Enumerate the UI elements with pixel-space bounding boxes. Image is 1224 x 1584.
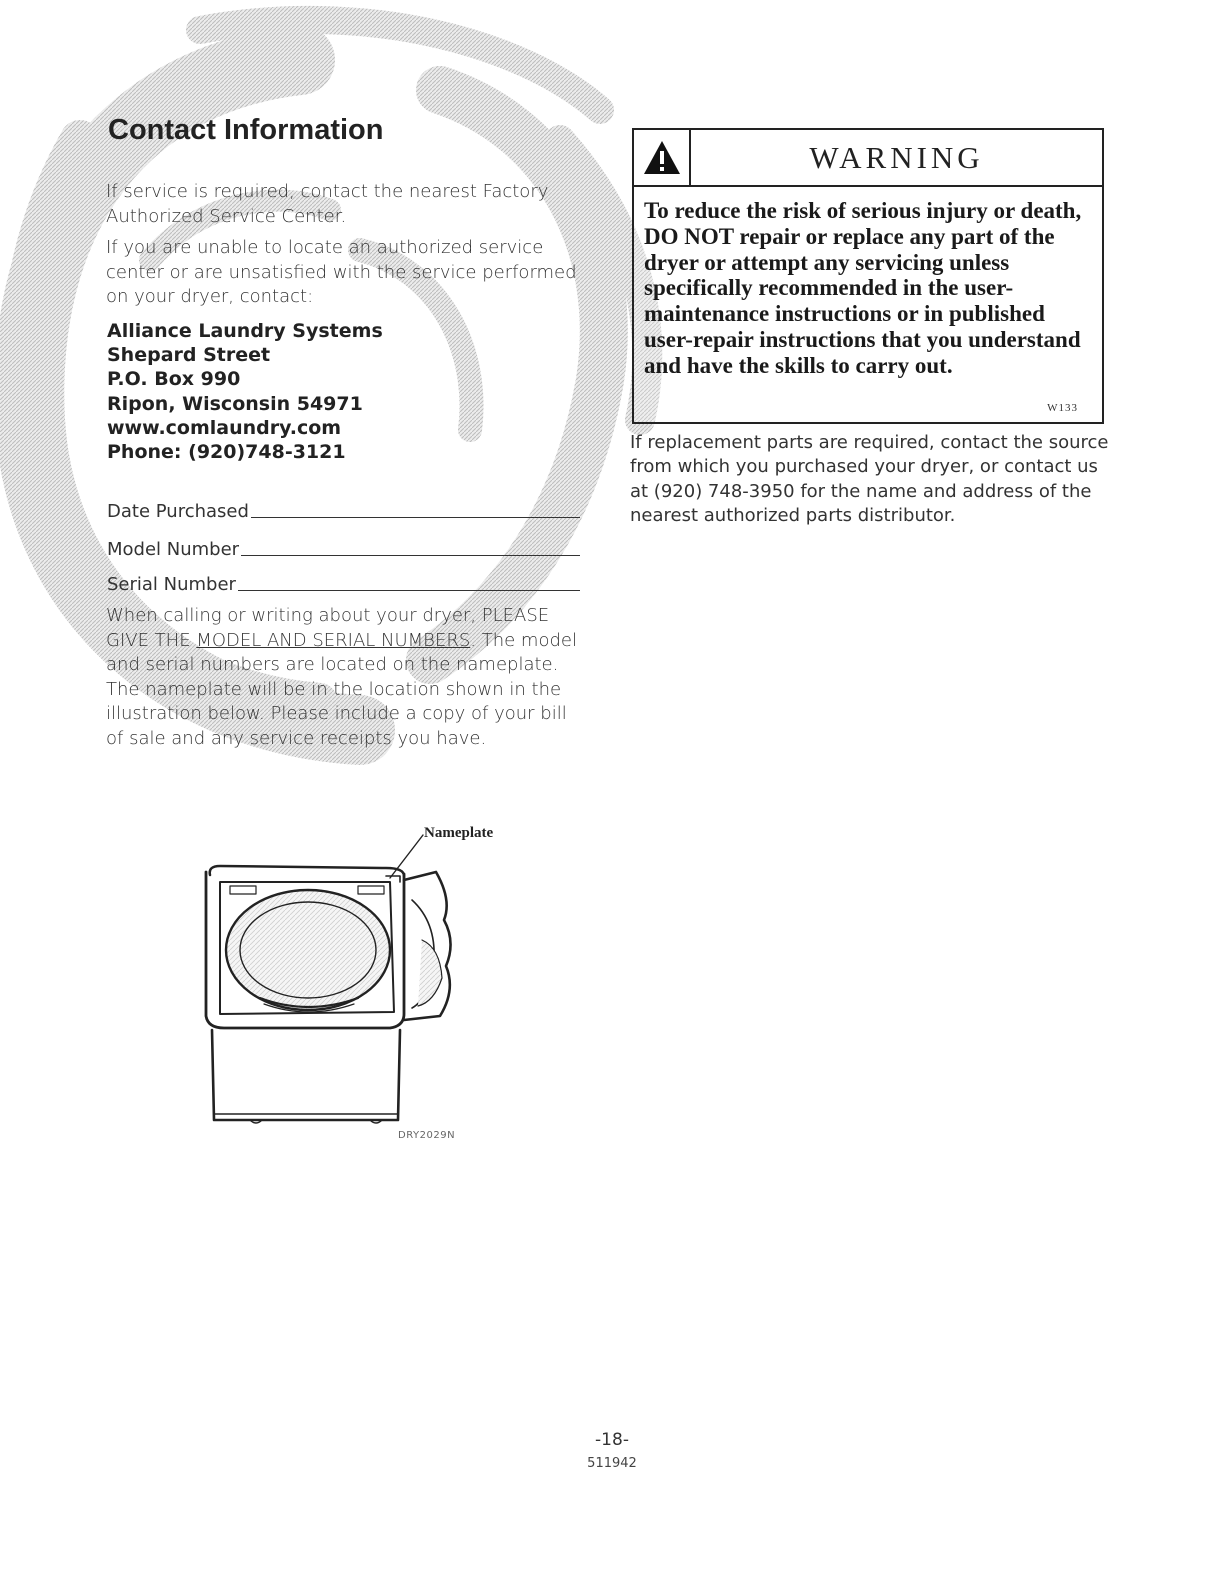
street: Shepard Street xyxy=(107,344,271,367)
phone: Phone: (920)748-3121 xyxy=(107,441,346,464)
contact-address xyxy=(107,319,383,464)
unable-paragraph: If you are unable to locate an authorized service center or are unsatisfied with the service performed on your dryer, contact: xyxy=(106,237,577,307)
po-box: P.O. Box 990 xyxy=(107,368,241,391)
dryer-illustration xyxy=(190,830,480,1130)
page-title: Contact Information xyxy=(108,114,384,146)
warning-text: To reduce the risk of serious injury or death, DO NOT repair or replace any part of the dryer or attempt any servicing unless specifically recommended in the user-maintenance instructions or in published user-repair instructions that you understand and have the skills to carry out. xyxy=(644,198,1082,378)
service-paragraph: If service is required, contact the nearest Factory Authorized Service Center. xyxy=(106,181,549,227)
calling-text-2: . The model and serial numbers are located on the nameplate. The nameplate will be in the location shown in the illustration below. Please include a copy of your bill of sale and any service receipts you have. xyxy=(106,629,577,749)
model-number-label: Model Number xyxy=(107,539,240,560)
nameplate-label: Nameplate xyxy=(424,825,494,841)
model-number-line xyxy=(241,554,580,556)
model-number-field[interactable] xyxy=(107,534,580,560)
figure-code: DRY2029N xyxy=(398,1130,456,1141)
company-name: Alliance Laundry Systems xyxy=(107,320,383,342)
date-purchased-line xyxy=(251,516,580,518)
calling-paragraph xyxy=(106,604,581,751)
warning-icon-cell xyxy=(634,130,691,185)
date-purchased-field[interactable] xyxy=(107,496,580,522)
warning-box xyxy=(632,128,1104,424)
calling-underlined: MODEL AND SERIAL NUMBERS xyxy=(196,629,471,651)
calling-text-1: When calling or writing about your dryer, PLEASE GIVE THE xyxy=(106,605,550,651)
city: Ripon, Wisconsin 54971 xyxy=(107,392,363,415)
warning-code: W133 xyxy=(1047,402,1078,414)
serial-number-label: Serial Number xyxy=(107,574,236,595)
warning-triangle-icon xyxy=(642,139,682,177)
website-link[interactable]: www.comlaundry.com xyxy=(107,416,342,439)
document-number: 511942 xyxy=(587,1456,637,1471)
serial-number-field[interactable] xyxy=(107,569,580,595)
page-number: -18- xyxy=(595,1430,629,1450)
warning-header xyxy=(634,130,1102,187)
serial-number-line xyxy=(238,589,580,591)
date-purchased-label: Date Purchased xyxy=(107,501,249,522)
replacement-paragraph: If replacement parts are required, contact the source from which you purchased your dryer, or contact us at (920) 748-3950 for the name and address of the nearest authorized parts distributor. xyxy=(630,432,1109,526)
warning-title: WARNING xyxy=(809,139,984,175)
